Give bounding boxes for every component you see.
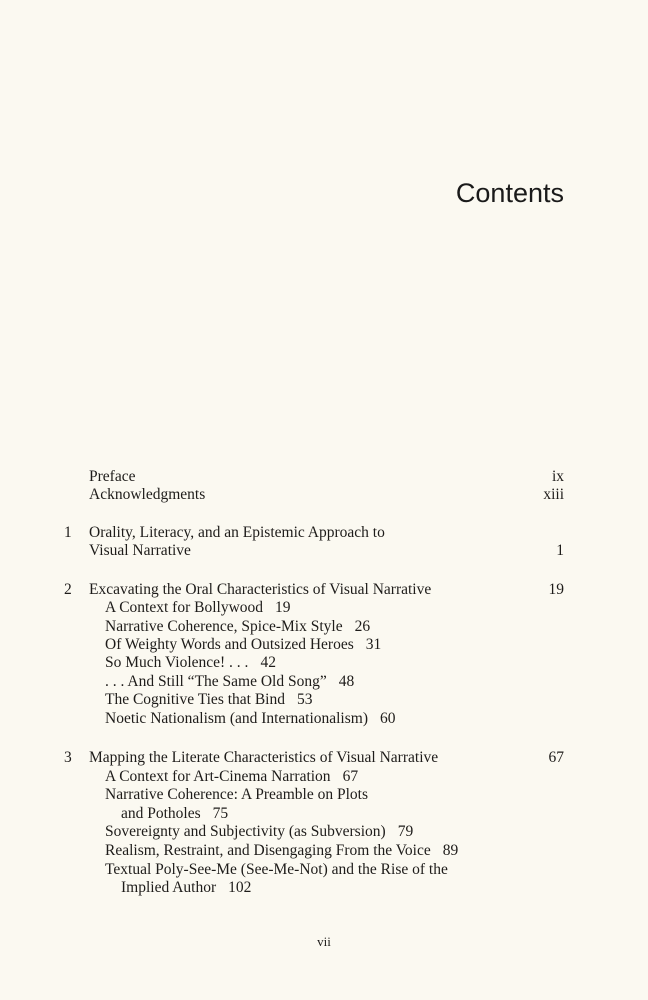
toc-page: 67 [548, 749, 564, 766]
section-entry: Narrative Coherence, Spice-Mix Style 26 [105, 618, 371, 635]
toc-entry-acknowledgments: Acknowledgments [89, 486, 206, 503]
chapter-number: 2 [64, 581, 72, 598]
section-entry: Narrative Coherence: A Preamble on Plots [105, 786, 369, 803]
section-entry: Noetic Nationalism (and Internationalism) 60 [105, 710, 396, 727]
chapter-number: 3 [64, 749, 72, 766]
toc-entry-preface: Preface [89, 468, 136, 485]
toc-page: ix [551, 468, 564, 485]
section-entry: Textual Poly-See-Me (See-Me-Not) and the Rise of the [105, 861, 448, 878]
page-title: Contents [455, 178, 564, 208]
section-entry: So Much Violence! . . . 42 [105, 654, 276, 671]
chapter-number: 1 [64, 524, 72, 541]
chapter-title: Mapping the Literate Characteristics of Visual Narrative [89, 749, 439, 766]
section-entry: A Context for Bollywood 19 [105, 599, 291, 616]
chapter-title: Orality, Literacy, and an Epistemic Approach to [89, 524, 385, 541]
section-entry-cont: and Potholes 75 [121, 805, 229, 822]
section-entry-cont: Implied Author 102 [121, 879, 252, 896]
section-entry: Realism, Restraint, and Disengaging From the Voice 89 [105, 842, 459, 859]
section-entry: . . . And Still “The Same Old Song” 48 [105, 673, 355, 690]
toc-page: xiii [543, 486, 564, 503]
section-entry: A Context for Art-Cinema Narration 67 [105, 768, 359, 785]
toc-page: 1 [556, 542, 564, 559]
chapter-title: Excavating the Oral Characteristics of Visual Narrative [89, 581, 432, 598]
section-entry: Of Weighty Words and Outsized Heroes 31 [105, 636, 382, 653]
toc-page: 19 [548, 581, 564, 598]
section-entry: The Cognitive Ties that Bind 53 [105, 691, 313, 708]
chapter-title-cont: Visual Narrative [89, 542, 191, 559]
page-folio: vii [317, 934, 331, 949]
section-entry: Sovereignty and Subjectivity (as Subversion) 79 [105, 823, 414, 840]
